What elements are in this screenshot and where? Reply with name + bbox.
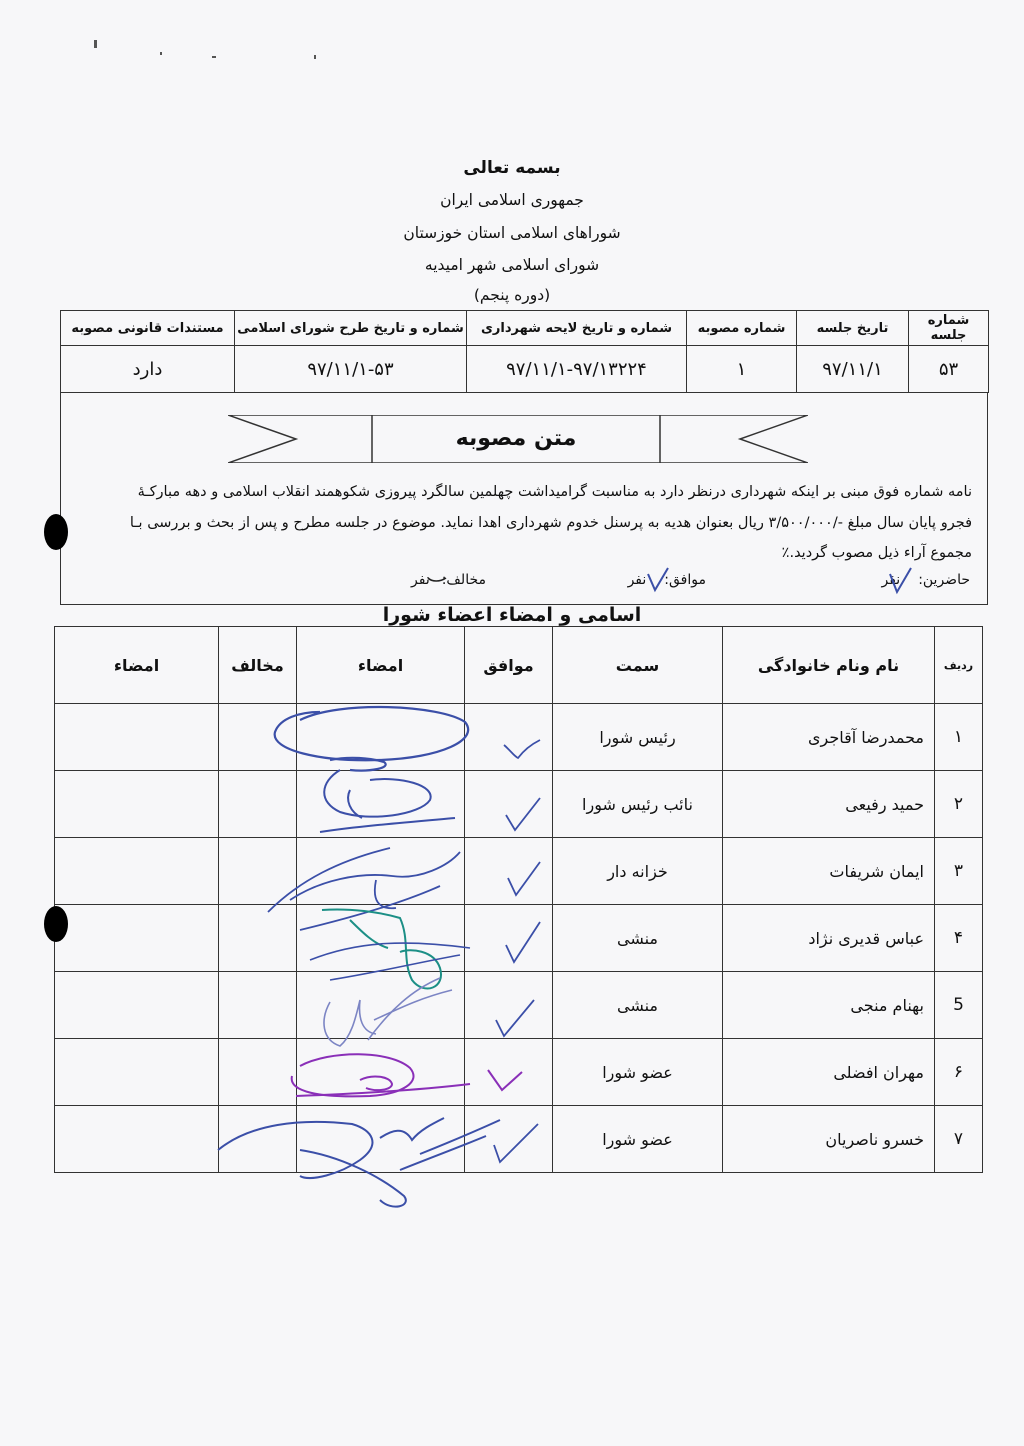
agree-cell bbox=[465, 771, 553, 838]
resolution-text-line-3: مجموع آراء ذیل مصوب گردید.٪ bbox=[781, 545, 972, 561]
table-row bbox=[55, 1106, 983, 1173]
signature-cell bbox=[297, 771, 465, 838]
resolution-text-line-1: نامه شماره فوق مبنی بر اینکه شهرداری درنظر دارد به مناسبت گرامیداشت چهلمین سالگرد پیروزی شکوهمند انقلاب اسلامی و دهه مبارکـهٔ bbox=[137, 484, 972, 500]
signature-cell bbox=[297, 905, 465, 972]
row-number: ۳ bbox=[935, 838, 983, 905]
invocation: بسمه تعالی bbox=[463, 158, 561, 178]
signature-cell bbox=[297, 838, 465, 905]
oppose-signature-cell bbox=[55, 1039, 219, 1106]
agree-count bbox=[628, 572, 706, 588]
present-label: حاضرین: bbox=[918, 572, 970, 588]
oppose-label: مخالف: bbox=[441, 572, 486, 588]
signature-cell bbox=[297, 1106, 465, 1173]
member-name: محمدرضا آقاجری bbox=[723, 704, 935, 771]
resolution-title: متن مصوبه bbox=[455, 426, 577, 451]
header-country: جمهوری اسلامی ایران bbox=[440, 191, 584, 209]
council-plan: ۹۷/۱۱/۱-۵۳ bbox=[235, 346, 467, 393]
header-term: (دوره پنجم) bbox=[473, 286, 551, 304]
oppose-count bbox=[411, 572, 486, 588]
table-row bbox=[55, 838, 983, 905]
row-number: 5 bbox=[935, 972, 983, 1039]
members-header-row bbox=[55, 627, 983, 704]
members-title: اسامی و امضاء اعضاء شورا bbox=[382, 604, 642, 626]
row-number: ۴ bbox=[935, 905, 983, 972]
oppose-cell bbox=[219, 704, 297, 771]
oppose-value: نفر bbox=[411, 572, 430, 588]
header-session-number: شماره جلسه bbox=[909, 311, 989, 346]
row-number: ۲ bbox=[935, 771, 983, 838]
oppose-signature-cell bbox=[55, 1106, 219, 1173]
member-role: رئیس شورا bbox=[553, 704, 723, 771]
oppose-signature-cell bbox=[55, 905, 219, 972]
scan-speck bbox=[160, 52, 162, 55]
member-name: حمید رفیعی bbox=[723, 771, 935, 838]
scan-speck bbox=[212, 56, 216, 58]
agree-value: نفر bbox=[627, 572, 647, 588]
agree-label: موافق: bbox=[664, 572, 706, 588]
oppose-signature-cell bbox=[55, 972, 219, 1039]
header-oppose: مخالف bbox=[219, 627, 297, 704]
header-oppose-signature: امضاء bbox=[55, 627, 219, 704]
member-role: منشی bbox=[553, 972, 723, 1039]
header-position: سمت bbox=[553, 627, 723, 704]
table-row bbox=[55, 771, 983, 838]
table-row bbox=[55, 1039, 983, 1106]
punch-hole bbox=[44, 514, 68, 550]
member-role: خزانه دار bbox=[553, 838, 723, 905]
signature-cell bbox=[297, 972, 465, 1039]
resolution-number: ۱ bbox=[687, 346, 797, 393]
agree-cell bbox=[465, 905, 553, 972]
header-full-name: نام ونام خانوادگی bbox=[723, 627, 935, 704]
row-number: ۷ bbox=[935, 1106, 983, 1173]
row-number: ۱ bbox=[935, 704, 983, 771]
member-name: مهران افضلی bbox=[723, 1039, 935, 1106]
session-info-table bbox=[60, 310, 989, 393]
table-row bbox=[55, 905, 983, 972]
table-row bbox=[55, 972, 983, 1039]
signature-cell bbox=[297, 704, 465, 771]
session-date: ۹۷/۱۱/۱ bbox=[797, 346, 909, 393]
session-number: ۵۳ bbox=[909, 346, 989, 393]
member-name: ایمان شریفات bbox=[723, 838, 935, 905]
header-session-date: تاریخ جلسه bbox=[797, 311, 909, 346]
oppose-cell bbox=[219, 1039, 297, 1106]
oppose-signature-cell bbox=[55, 838, 219, 905]
members-table bbox=[54, 626, 983, 1173]
header-city-council: شورای اسلامی شهر امیدیه bbox=[424, 256, 600, 274]
scan-speck bbox=[314, 55, 316, 59]
header-resolution-number: شماره مصوبه bbox=[687, 311, 797, 346]
agree-cell bbox=[465, 838, 553, 905]
member-name: عباس قدیری نژاد bbox=[723, 905, 935, 972]
member-role: عضو شورا bbox=[553, 1039, 723, 1106]
member-role: منشی bbox=[553, 905, 723, 972]
agree-cell bbox=[465, 704, 553, 771]
oppose-cell bbox=[219, 838, 297, 905]
present-value: نفر bbox=[881, 572, 901, 588]
row-number: ۶ bbox=[935, 1039, 983, 1106]
agree-cell bbox=[465, 972, 553, 1039]
header-council-plan: شماره و تاریخ طرح شورای اسلامی bbox=[235, 311, 467, 346]
oppose-cell bbox=[219, 1106, 297, 1173]
oppose-signature-cell bbox=[55, 704, 219, 771]
header-municipality-bill: شماره و تاریخ لایحه شهرداری bbox=[467, 311, 687, 346]
member-name: خسرو ناصریان bbox=[723, 1106, 935, 1173]
oppose-signature-cell bbox=[55, 771, 219, 838]
municipality-bill: ۹۷/۱۱/۱-۹۷/۱۳۲۲۴ bbox=[467, 346, 687, 393]
oppose-cell bbox=[219, 771, 297, 838]
member-role: عضو شورا bbox=[553, 1106, 723, 1173]
resolution-text-line-2: فجرو پایان سال مبلغ -/۳/۵۰۰/۰۰۰ ریال بعنوان هدیه به پرسنل خدوم شهرداری اهدا نماید. موضوع در جلسه مطرح و پس از بحث و بررسی بـا bbox=[129, 515, 972, 531]
oppose-cell bbox=[219, 905, 297, 972]
member-name: بهنام منجی bbox=[723, 972, 935, 1039]
agree-cell bbox=[465, 1039, 553, 1106]
header-agree: موافق bbox=[465, 627, 553, 704]
header-agree-signature: امضاء bbox=[297, 627, 465, 704]
member-role: نائب رئیس شورا bbox=[553, 771, 723, 838]
punch-hole bbox=[44, 906, 68, 942]
header-row-number: ردیف bbox=[935, 627, 983, 704]
agree-cell bbox=[465, 1106, 553, 1173]
signature-cell bbox=[297, 1039, 465, 1106]
oppose-cell bbox=[219, 972, 297, 1039]
table-row bbox=[55, 704, 983, 771]
header-province-councils: شوراهای اسلامی استان خوزستان bbox=[403, 224, 621, 242]
scan-speck bbox=[94, 40, 97, 48]
present-count bbox=[881, 572, 970, 588]
legal-documents: دارد bbox=[61, 346, 235, 393]
header-legal-documents: مستندات قانونی مصوبه bbox=[61, 311, 235, 346]
